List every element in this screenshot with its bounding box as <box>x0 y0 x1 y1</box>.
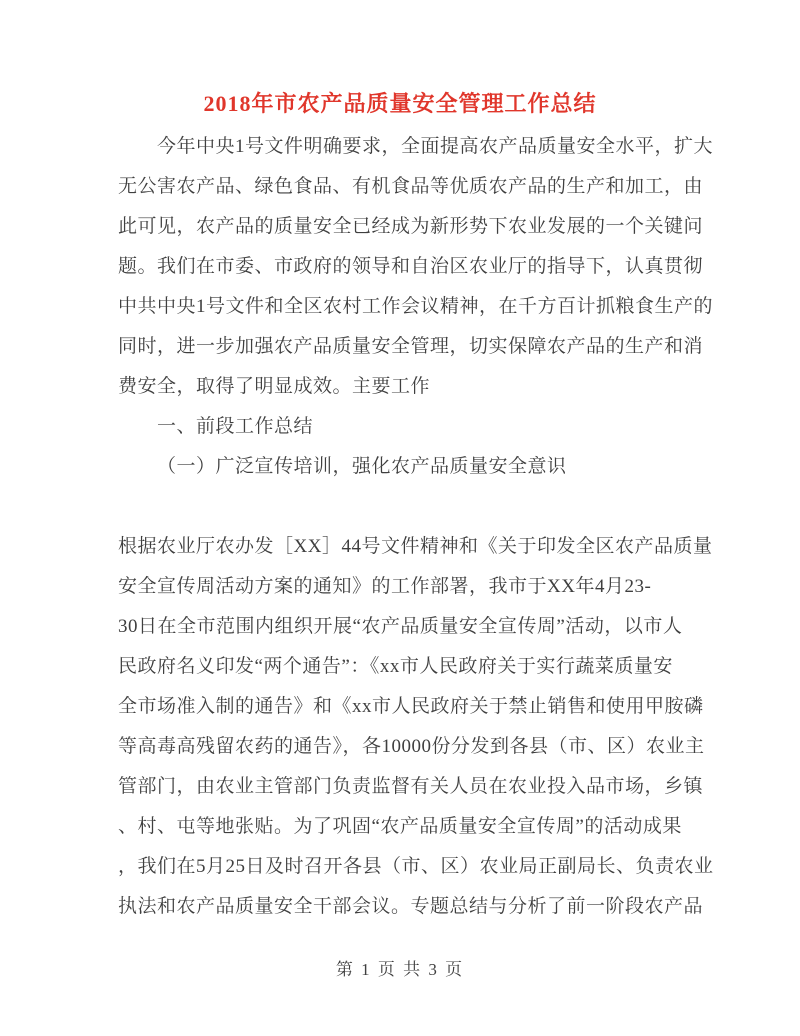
text-line: 费安全，取得了明显成效。主要工作 <box>118 376 431 397</box>
text-line: 全市场准入制的通告》和《xx市人民政府关于禁止销售和使用甲胺磷 <box>118 696 704 717</box>
text-line: 管部门，由农业主管部门负责监督有关人员在农业投入品市场，乡镇 <box>118 776 704 797</box>
text-line: 等高毒高残留农药的通告》，各10000份分发到各县（市、区）农业主 <box>118 736 705 757</box>
text-line: ，我们在5月25日及时召开各县（市、区）农业局正副局长、负责农业 <box>118 856 714 877</box>
blank-line <box>118 487 718 527</box>
text-line: 、村、屯等地张贴。为了巩固“农产品质量安全宣传周”的活动成果 <box>118 816 682 837</box>
text-line: 无公害农产品、绿色食品、有机食品等优质农产品的生产和加工，由 <box>118 176 704 197</box>
text-line: 执法和农产品质量安全干部会议。专题总结与分析了前一阶段农产品 <box>118 896 704 917</box>
text-line: 安全宣传周活动方案的通知》的工作部署，我市于XX年4月23- <box>118 576 652 597</box>
text-line: 一、前段工作总结 <box>157 416 314 437</box>
text-line: 此可见，农产品的质量安全已经成为新形势下农业发展的一个关键问 <box>118 216 704 237</box>
text-line: 今年中央1号文件明确要求，全面提高农产品质量安全水平，扩大 <box>157 136 714 157</box>
text-line: 题。我们在市委、市政府的领导和自治区农业厅的指导下，认真贯彻 <box>118 256 704 277</box>
text-line: 同时，进一步加强农产品质量安全管理，切实保障农产品的生产和消 <box>118 336 704 357</box>
text-line: 30日在全市范围内组织开展“农产品质量安全宣传周”活动，以市人 <box>118 616 683 637</box>
text-line: 民政府名义印发“两个通告”：《xx市人民政府关于实行蔬菜质量安 <box>118 656 673 677</box>
text-line: 根据农业厅农办发［XX］44号文件精神和《关于印发全区农产品质量 <box>118 536 713 557</box>
text-line: （一）广泛宣传培训，强化农产品质量安全意识 <box>157 456 567 477</box>
page-number-footer: 第 1 页 共 3 页 <box>335 960 465 979</box>
document-body <box>118 127 718 927</box>
text-line: 中共中央1号文件和全区农村工作会议精神，在千方百计抓粮食生产的 <box>118 296 714 317</box>
document-title: 2018年市农产品质量安全管理工作总结 <box>203 91 597 116</box>
